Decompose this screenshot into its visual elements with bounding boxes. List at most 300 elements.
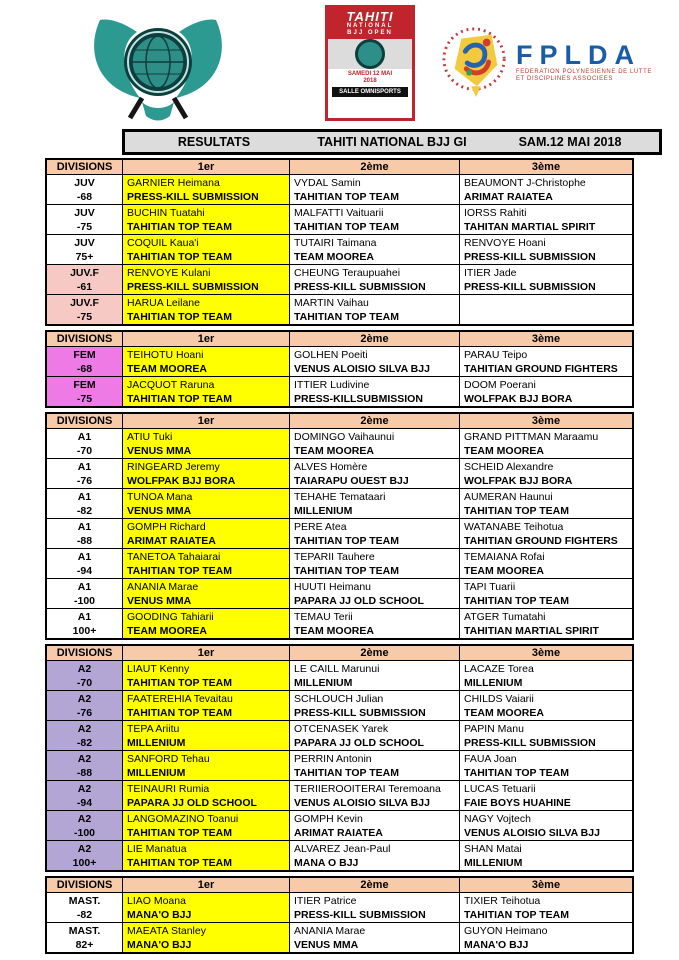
competitor-name: LIAUT Kenny — [127, 663, 190, 675]
competitor-name: TEPARII Tauhere — [294, 551, 375, 563]
competitor-club: MILLENIUM — [294, 505, 353, 517]
first-place-cell — [122, 721, 289, 750]
competitor-name: TERIIEROOITERAI Teremoana — [294, 783, 441, 795]
competitor-club: TAHITIAN TOP TEAM — [294, 221, 399, 233]
column-header-divisions: DIVISIONS — [47, 414, 122, 428]
first-place-cell — [122, 459, 289, 488]
result-row — [47, 922, 632, 952]
competitor-club: PRESS-KILL SUBMISSION — [464, 251, 596, 263]
competitor-club: TEAM MOOREA — [464, 565, 544, 577]
competitor-club: TAHITIAN TOP TEAM — [127, 311, 232, 323]
competitor-name: WATANABE Teihotua — [464, 521, 564, 533]
column-header-divisions: DIVISIONS — [47, 160, 122, 174]
division-category: JUV.F — [70, 267, 99, 279]
division-category: FEM — [73, 379, 96, 391]
competitor-club: TAHITIAN TOP TEAM — [127, 393, 232, 405]
division-weight: -100 — [73, 595, 95, 607]
globe-icon — [355, 39, 385, 69]
competitor-name: TANETOA Tahaiarai — [127, 551, 221, 563]
third-place-cell — [459, 377, 632, 406]
division-category: A1 — [77, 521, 92, 533]
competitor-club: VENUS MMA — [294, 939, 359, 951]
competitor-name: LUCAS Tetuarii — [464, 783, 536, 795]
competitor-name: SCHLOUCH Julian — [294, 693, 384, 705]
fplda-acronym: FPLDA — [516, 40, 641, 70]
competitor-name: TEHAHE Temataari — [294, 491, 386, 503]
poster-subtitle: NATIONAL — [346, 23, 394, 29]
division-cell — [47, 489, 122, 518]
third-place-cell — [459, 661, 632, 690]
competitor-club: ARIMAT RAIATEA — [294, 827, 383, 839]
competitor-club: TAHITIAN TOP TEAM — [294, 311, 399, 323]
competitor-name: DOMINGO Vaihaunui — [294, 431, 395, 443]
division-category: JUV — [74, 207, 95, 219]
competitor-name: HUUTI Heimanu — [294, 581, 372, 593]
third-place-cell — [459, 691, 632, 720]
competitor-club: VENUS MMA — [127, 505, 192, 517]
third-place-cell — [459, 721, 632, 750]
first-place-cell — [122, 923, 289, 952]
column-header-divisions: DIVISIONS — [47, 878, 122, 892]
competitor-name: PAPIN Manu — [464, 723, 524, 735]
event-poster — [325, 5, 415, 121]
second-place-cell — [289, 295, 459, 324]
result-row — [47, 264, 632, 294]
page-header — [0, 0, 679, 158]
competitor-name: GOMPH Richard — [127, 521, 206, 533]
first-place-cell — [122, 205, 289, 234]
division-cell — [47, 841, 122, 870]
first-place-cell — [122, 579, 289, 608]
division-cell — [47, 893, 122, 922]
competitor-name: TUTAIRI Taimana — [294, 237, 377, 249]
competitor-club: MILLENIUM — [464, 677, 523, 689]
competitor-club: PAPARA JJ OLD SCHOOL — [294, 737, 424, 749]
division-cell — [47, 751, 122, 780]
second-place-cell — [289, 661, 459, 690]
second-place-cell — [289, 429, 459, 458]
competitor-name: RENVOYE Kulani — [127, 267, 211, 279]
competitor-club: TAHITIAN TOP TEAM — [294, 767, 399, 779]
first-place-cell — [122, 609, 289, 638]
poster-title: TAHITI — [346, 9, 394, 24]
division-category: JUV.F — [70, 297, 99, 309]
competitor-name: LE CAILL Marunui — [294, 663, 380, 675]
competitor-name: LIE Manatua — [127, 843, 187, 855]
column-header-place-1: 1er — [122, 414, 289, 428]
competitor-club: VENUS ALOISIO SILVA BJJ — [464, 827, 600, 839]
division-cell — [47, 811, 122, 840]
division-weight: -76 — [76, 707, 93, 719]
third-place-cell — [459, 295, 632, 324]
competitor-club: TAHITIAN TOP TEAM — [127, 251, 232, 263]
competitor-club: ARIMAT RAIATEA — [127, 535, 216, 547]
competitor-name: VYDAL Samin — [294, 177, 361, 189]
competitor-club: PRESS-KILL SUBMISSION — [294, 909, 426, 921]
competitor-club: TAIARAPU OUEST BJJ — [294, 475, 409, 487]
competitor-club: VENUS ALOISIO SILVA BJJ — [294, 363, 430, 375]
first-place-cell — [122, 295, 289, 324]
first-place-cell — [122, 549, 289, 578]
competitor-name: RENVOYE Hoani — [464, 237, 546, 249]
division-cell — [47, 661, 122, 690]
fplda-wordmark — [516, 41, 652, 83]
division-category: A2 — [77, 723, 92, 735]
event-date: SAM.12 MAI 2018 — [518, 135, 622, 149]
third-place-cell — [459, 205, 632, 234]
division-weight: -70 — [76, 677, 93, 689]
competitor-name: IORSS Rahiti — [464, 207, 527, 219]
competitor-name: PERRIN Antonin — [294, 753, 372, 765]
competitor-club: TAHITIAN MARTIAL SPIRIT — [464, 625, 599, 637]
competitor-club: MANA'O BJJ — [127, 909, 192, 921]
third-place-cell — [459, 429, 632, 458]
competitor-club: MILLENIUM — [464, 857, 523, 869]
competitor-name: TIXIER Teihotua — [464, 895, 541, 907]
result-row — [47, 174, 632, 204]
competitor-name: TUNOA Mana — [127, 491, 193, 503]
competitor-name: SANFORD Tehau — [127, 753, 210, 765]
competitor-club: TAHITIAN GROUND FIGHTERS — [464, 363, 618, 375]
fplda-tagline-1: FEDERATION POLYNESIENNE DE LUTTE — [516, 69, 652, 75]
result-row — [47, 690, 632, 720]
third-place-cell — [459, 781, 632, 810]
division-cell — [47, 609, 122, 638]
competitor-name: ALVAREZ Jean-Paul — [294, 843, 391, 855]
competitor-name: LACAZE Torea — [464, 663, 534, 675]
division-weight: -82 — [76, 505, 93, 517]
competitor-name: RINGEARD Jeremy — [127, 461, 220, 473]
fplda-tagline-2: ET DISCIPLINES ASSOCIEES — [516, 76, 613, 82]
division-cell — [47, 235, 122, 264]
division-category: A1 — [77, 431, 92, 443]
column-header-place-2: 2ème — [289, 878, 459, 892]
result-row — [47, 840, 632, 870]
second-place-cell — [289, 721, 459, 750]
competitor-name: ATGER Tumatahi — [464, 611, 546, 623]
competitor-name: ITTIER Ludivine — [294, 379, 370, 391]
third-place-cell — [459, 579, 632, 608]
competitor-name: NAGY Vojtech — [464, 813, 531, 825]
division-section — [45, 412, 634, 640]
division-weight: 75+ — [75, 251, 94, 263]
poster-date: SAMEDI 12 MAI — [347, 71, 393, 77]
column-header-place-2: 2ème — [289, 646, 459, 660]
poster-venue: SALLE OMNISPORTS — [332, 87, 408, 97]
result-row — [47, 578, 632, 608]
second-place-cell — [289, 841, 459, 870]
competitor-name: DOOM Poerani — [464, 379, 536, 391]
competitor-name: ITIER Jade — [464, 267, 517, 279]
competitor-name: GUYON Heimano — [464, 925, 548, 937]
results-label: RESULTATS — [177, 135, 251, 149]
division-weight: -88 — [76, 767, 93, 779]
competitor-name: SCHEID Alexandre — [464, 461, 554, 473]
division-weight: -75 — [76, 221, 93, 233]
competitor-club: TAHITIAN TOP TEAM — [464, 505, 569, 517]
division-cell — [47, 579, 122, 608]
competitor-name: TEPA Ariitu — [127, 723, 180, 735]
result-row — [47, 660, 632, 690]
section-header-row — [47, 332, 632, 346]
first-place-cell — [122, 175, 289, 204]
competitor-club: TAHITIAN TOP TEAM — [464, 767, 569, 779]
column-header-place-3: 3ème — [459, 646, 632, 660]
result-row — [47, 234, 632, 264]
competitor-club: TAHITIAN GROUND FIGHTERS — [464, 535, 618, 547]
second-place-cell — [289, 781, 459, 810]
result-row — [47, 548, 632, 578]
third-place-cell — [459, 235, 632, 264]
division-cell — [47, 549, 122, 578]
division-category: A2 — [77, 783, 92, 795]
competitor-name: CHEUNG Teraupuahei — [294, 267, 401, 279]
division-cell — [47, 429, 122, 458]
third-place-cell — [459, 265, 632, 294]
second-place-cell — [289, 609, 459, 638]
division-cell — [47, 347, 122, 376]
third-place-cell — [459, 893, 632, 922]
competitor-name: ALVES Homère — [294, 461, 368, 473]
competitor-club: VENUS ALOISIO SILVA BJJ — [294, 797, 430, 809]
first-place-cell — [122, 519, 289, 548]
wrestlers-shield-icon — [440, 26, 510, 98]
competitor-club: PAPARA JJ OLD SCHOOL — [294, 595, 424, 607]
result-row — [47, 608, 632, 638]
division-category: A2 — [77, 753, 92, 765]
column-header-place-2: 2ème — [289, 160, 459, 174]
column-header-divisions: DIVISIONS — [47, 332, 122, 346]
division-section — [45, 644, 634, 872]
division-category: JUV — [74, 177, 95, 189]
competitor-club: MANA'O BJJ — [464, 939, 529, 951]
competitor-club: TEAM MOOREA — [127, 625, 207, 637]
competitor-club: TAHITIAN TOP TEAM — [464, 909, 569, 921]
division-weight: 100+ — [72, 625, 97, 637]
division-weight: -61 — [76, 281, 93, 293]
competitor-name: TEIHOTU Hoani — [127, 349, 204, 361]
competitor-name: GOMPH Kevin — [294, 813, 363, 825]
second-place-cell — [289, 519, 459, 548]
competitor-club: WOLFPAK BJJ BORA — [127, 475, 236, 487]
result-row — [47, 428, 632, 458]
first-place-cell — [122, 661, 289, 690]
competitor-name: GOLHEN Poeiti — [294, 349, 368, 361]
division-weight: -68 — [76, 363, 93, 375]
competitor-club: TAHITIAN TOP TEAM — [127, 677, 232, 689]
division-weight: -76 — [76, 475, 93, 487]
competitor-name: ATIU Tuki — [127, 431, 173, 443]
fplda-logo — [440, 26, 652, 98]
competitor-name: TEMAIANA Rofai — [464, 551, 545, 563]
competitor-name: ANANIA Marae — [294, 925, 366, 937]
division-category: A1 — [77, 551, 92, 563]
column-header-place-3: 3ème — [459, 332, 632, 346]
result-row — [47, 892, 632, 922]
competitor-name: BEAUMONT J-Christophe — [464, 177, 586, 189]
competitor-club: TAHITIAN TOP TEAM — [127, 857, 232, 869]
result-row — [47, 346, 632, 376]
second-place-cell — [289, 549, 459, 578]
first-place-cell — [122, 377, 289, 406]
division-category: MAST. — [68, 925, 101, 937]
third-place-cell — [459, 347, 632, 376]
competitor-club: PAPARA JJ OLD SCHOOL — [127, 797, 257, 809]
competitor-club: TEAM MOOREA — [294, 445, 374, 457]
competitor-name: HARUA Leilane — [127, 297, 200, 309]
competitor-name: FAUA Joan — [464, 753, 517, 765]
second-place-cell — [289, 265, 459, 294]
competitor-name: TAPI Tuarii — [464, 581, 516, 593]
division-weight: -100 — [73, 827, 95, 839]
second-place-cell — [289, 175, 459, 204]
competitor-club: MILLENIUM — [294, 677, 353, 689]
division-weight: -88 — [76, 535, 93, 547]
competitor-club: TEAM MOOREA — [464, 707, 544, 719]
third-place-cell — [459, 519, 632, 548]
division-category: FEM — [73, 349, 96, 361]
section-header-row — [47, 878, 632, 892]
competitor-club: TAHITIAN TOP TEAM — [127, 827, 232, 839]
result-row — [47, 750, 632, 780]
third-place-cell — [459, 751, 632, 780]
competitor-club: PRESS-KILL SUBMISSION — [464, 737, 596, 749]
column-header-place-1: 1er — [122, 160, 289, 174]
column-header-place-2: 2ème — [289, 414, 459, 428]
event-name: TAHITI NATIONAL BJJ GI — [317, 135, 467, 149]
first-place-cell — [122, 489, 289, 518]
competitor-club: TAHITIAN TOP TEAM — [464, 595, 569, 607]
division-weight: 82+ — [75, 939, 94, 951]
division-category: A2 — [77, 693, 92, 705]
result-row — [47, 376, 632, 406]
competitor-club: TAHITAN MARTIAL SPIRIT — [464, 221, 596, 233]
second-place-cell — [289, 235, 459, 264]
results-title-bar — [122, 129, 662, 155]
competitor-club: TEAM MOOREA — [464, 445, 544, 457]
third-place-cell — [459, 923, 632, 952]
competitor-name: TEMAU Terii — [294, 611, 353, 623]
result-row — [47, 780, 632, 810]
competitor-club: PRESS-KILLSUBMISSION — [294, 393, 423, 405]
competitor-club: VENUS MMA — [127, 595, 192, 607]
competitor-club: PRESS-KILL SUBMISSION — [294, 281, 426, 293]
third-place-cell — [459, 609, 632, 638]
division-category: A2 — [77, 663, 92, 675]
division-cell — [47, 691, 122, 720]
division-category: MAST. — [68, 895, 101, 907]
division-cell — [47, 265, 122, 294]
result-row — [47, 458, 632, 488]
competitor-club: FAIE BOYS HUAHINE — [464, 797, 571, 809]
division-section — [45, 876, 634, 954]
third-place-cell — [459, 489, 632, 518]
poster-artwork — [328, 39, 412, 69]
competitor-club: TEAM MOOREA — [294, 625, 374, 637]
competitor-name: ITIER Patrice — [294, 895, 357, 907]
poster-subtitle2: BJJ OPEN — [347, 30, 393, 36]
column-header-divisions: DIVISIONS — [47, 646, 122, 660]
poster-title-block — [328, 8, 412, 39]
second-place-cell — [289, 347, 459, 376]
division-category: A1 — [77, 611, 92, 623]
competitor-name: JACQUOT Raruna — [127, 379, 215, 391]
winged-globe-emblem-icon — [84, 6, 232, 124]
competitor-club: PRESS-KILL SUBMISSION — [127, 191, 259, 203]
division-section — [45, 330, 634, 408]
competitor-name: GOODING Tahiarii — [127, 611, 214, 623]
competitor-club: PRESS-KILL SUBMISSION — [464, 281, 596, 293]
competitor-club: PRESS-KILL SUBMISSION — [294, 707, 426, 719]
division-weight: -68 — [76, 191, 93, 203]
result-row — [47, 518, 632, 548]
second-place-cell — [289, 811, 459, 840]
division-weight: -70 — [76, 445, 93, 457]
division-weight: -75 — [76, 311, 93, 323]
first-place-cell — [122, 781, 289, 810]
division-weight: -82 — [76, 737, 93, 749]
competitor-club: TAHITIAN TOP TEAM — [294, 191, 399, 203]
first-place-cell — [122, 235, 289, 264]
second-place-cell — [289, 205, 459, 234]
division-category: A2 — [77, 843, 92, 855]
competitor-name: GRAND PITTMAN Maraamu — [464, 431, 599, 443]
second-place-cell — [289, 459, 459, 488]
column-header-place-1: 1er — [122, 332, 289, 346]
competitor-name: TEINAURI Rumia — [127, 783, 210, 795]
section-header-row — [47, 646, 632, 660]
division-cell — [47, 923, 122, 952]
competitor-name: MAEATA Stanley — [127, 925, 206, 937]
competitor-club: MANA'O BJJ — [127, 939, 192, 951]
third-place-cell — [459, 459, 632, 488]
division-cell — [47, 377, 122, 406]
competitor-club: TAHITIAN TOP TEAM — [127, 565, 232, 577]
division-cell — [47, 459, 122, 488]
division-weight: -75 — [76, 393, 93, 405]
first-place-cell — [122, 265, 289, 294]
second-place-cell — [289, 691, 459, 720]
result-row — [47, 488, 632, 518]
competitor-club: WOLFPAK BJJ BORA — [464, 393, 573, 405]
division-section — [45, 158, 634, 326]
competitor-name: SHAN Matai — [464, 843, 522, 855]
division-cell — [47, 519, 122, 548]
third-place-cell — [459, 841, 632, 870]
competitor-name: MARTIN Vaihau — [294, 297, 369, 309]
division-weight: -94 — [76, 565, 93, 577]
results-table — [45, 158, 634, 958]
competitor-name: PARAU Teipo — [464, 349, 528, 361]
column-header-place-3: 3ème — [459, 160, 632, 174]
first-place-cell — [122, 893, 289, 922]
third-place-cell — [459, 549, 632, 578]
competitor-name: CHILDS Vaiarii — [464, 693, 534, 705]
competitor-club: TAHITIAN TOP TEAM — [127, 707, 232, 719]
competitor-name: ANANIA Marae — [127, 581, 199, 593]
first-place-cell — [122, 751, 289, 780]
competitor-club: TAHITIAN TOP TEAM — [294, 535, 399, 547]
result-row — [47, 720, 632, 750]
section-header-row — [47, 160, 632, 174]
competitor-club: TEAM MOOREA — [127, 363, 207, 375]
competitor-name: OTCENASEK Yarek — [294, 723, 389, 735]
competitor-club: MANA O BJJ — [294, 857, 359, 869]
competitor-name: AUMERAN Haunui — [464, 491, 553, 503]
first-place-cell — [122, 841, 289, 870]
column-header-place-3: 3ème — [459, 878, 632, 892]
competitor-name: LIAO Moana — [127, 895, 186, 907]
